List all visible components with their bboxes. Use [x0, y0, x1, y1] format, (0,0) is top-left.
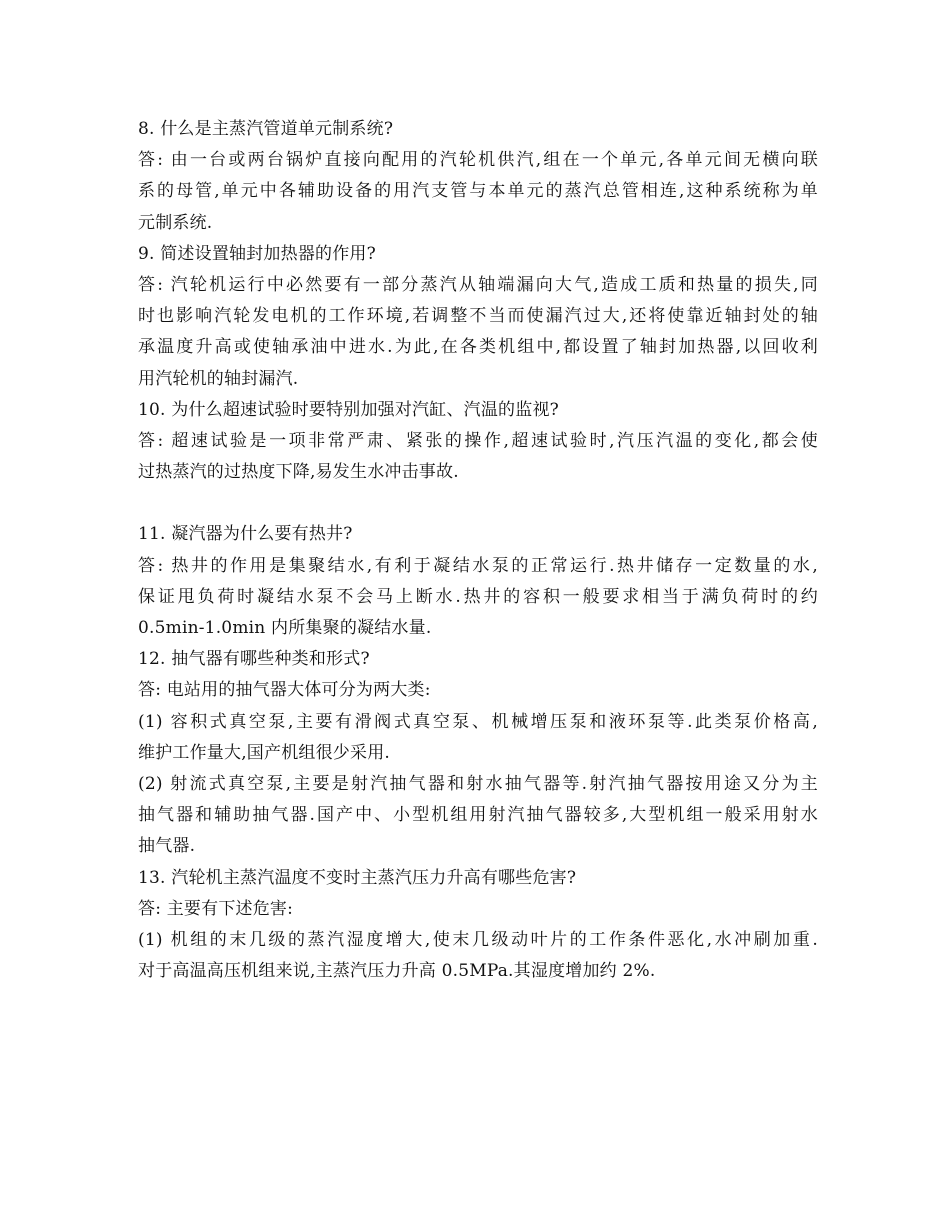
- text-line: 抽气器和辅助抽气器.国产中、小型机组用射汽抽气器较多,大型机组一般采用射水: [138, 805, 818, 826]
- text-line: 12. 抽气器有哪些种类和形式?: [138, 649, 370, 670]
- text-line: 对于高温高压机组来说,主蒸汽压力升高 0.5MPa.其湿度增加约 2%.: [138, 961, 656, 982]
- text-line: 答: 汽轮机运行中必然要有一部分蒸汽从轴端漏向大气,造成工质和热量的损失,同: [138, 274, 818, 295]
- text-line: 元制系统.: [138, 212, 213, 233]
- blank-line: [138, 488, 818, 519]
- text-line: (1) 容积式真空泵,主要有滑阀式真空泵、机械增压泵和液环泵等.此类泵价格高,: [138, 711, 818, 732]
- text-line: 抽气器.: [138, 836, 196, 857]
- text-line: 保证甩负荷时凝结水泵不会马上断水.热井的容积一般要求相当于满负荷时的约: [138, 586, 818, 607]
- text-line: 0.5min-1.0min 内所集聚的凝结水量.: [138, 618, 432, 638]
- text-line: 答: 由一台或两台锅炉直接向配用的汽轮机供汽,组在一个单元,各单元间无横向联: [138, 150, 818, 171]
- text-line: (1) 机组的末几级的蒸汽湿度增大,使末几级动叶片的工作条件恶化,水冲刷加重.: [138, 929, 818, 950]
- text-line: (2) 射流式真空泵,主要是射汽抽气器和射水抽气器等.射汽抽气器按用途又分为主: [138, 773, 818, 794]
- text-line: 系的母管,单元中各辅助设备的用汽支管与本单元的蒸汽总管相连,这种系统称为单: [138, 181, 818, 202]
- text-line: 答: 超速试验是一项非常严肃、紧张的操作,超速试验时,汽压汽温的变化,都会使: [138, 430, 818, 451]
- text-line: 答: 热井的作用是集聚结水,有利于凝结水泵的正常运行.热井储存一定数量的水,: [138, 555, 818, 576]
- text-line: 13. 汽轮机主蒸汽温度不变时主蒸汽压力升高有哪些危害?: [138, 867, 577, 888]
- document-body: [138, 114, 818, 987]
- text-line: 维护工作量大,国产机组很少采用.: [138, 742, 391, 763]
- text-line: 9. 简述设置轴封加热器的作用?: [138, 243, 376, 264]
- text-line: 时也影响汽轮发电机的工作环境,若调整不当而使漏汽过大,还将使靠近轴封处的轴: [138, 306, 818, 327]
- text-line: 过热蒸汽的过热度下降,易发生水冲击事故.: [138, 462, 459, 483]
- text-line: 答: 主要有下述危害:: [138, 898, 294, 919]
- text-line: 答: 电站用的抽气器大体可分为两大类:: [138, 680, 431, 701]
- text-line: 承温度升高或使轴承油中进水.为此,在各类机组中,都设置了轴封加热器,以回收利: [138, 337, 818, 358]
- text-line: 8. 什么是主蒸汽管道单元制系统?: [138, 119, 394, 139]
- text-line: 11. 凝汽器为什么要有热井?: [138, 524, 353, 545]
- text-line: 10. 为什么超速试验时要特别加强对汽缸、汽温的监视?: [138, 399, 559, 420]
- text-line: 用汽轮机的轴封漏汽.: [138, 368, 299, 389]
